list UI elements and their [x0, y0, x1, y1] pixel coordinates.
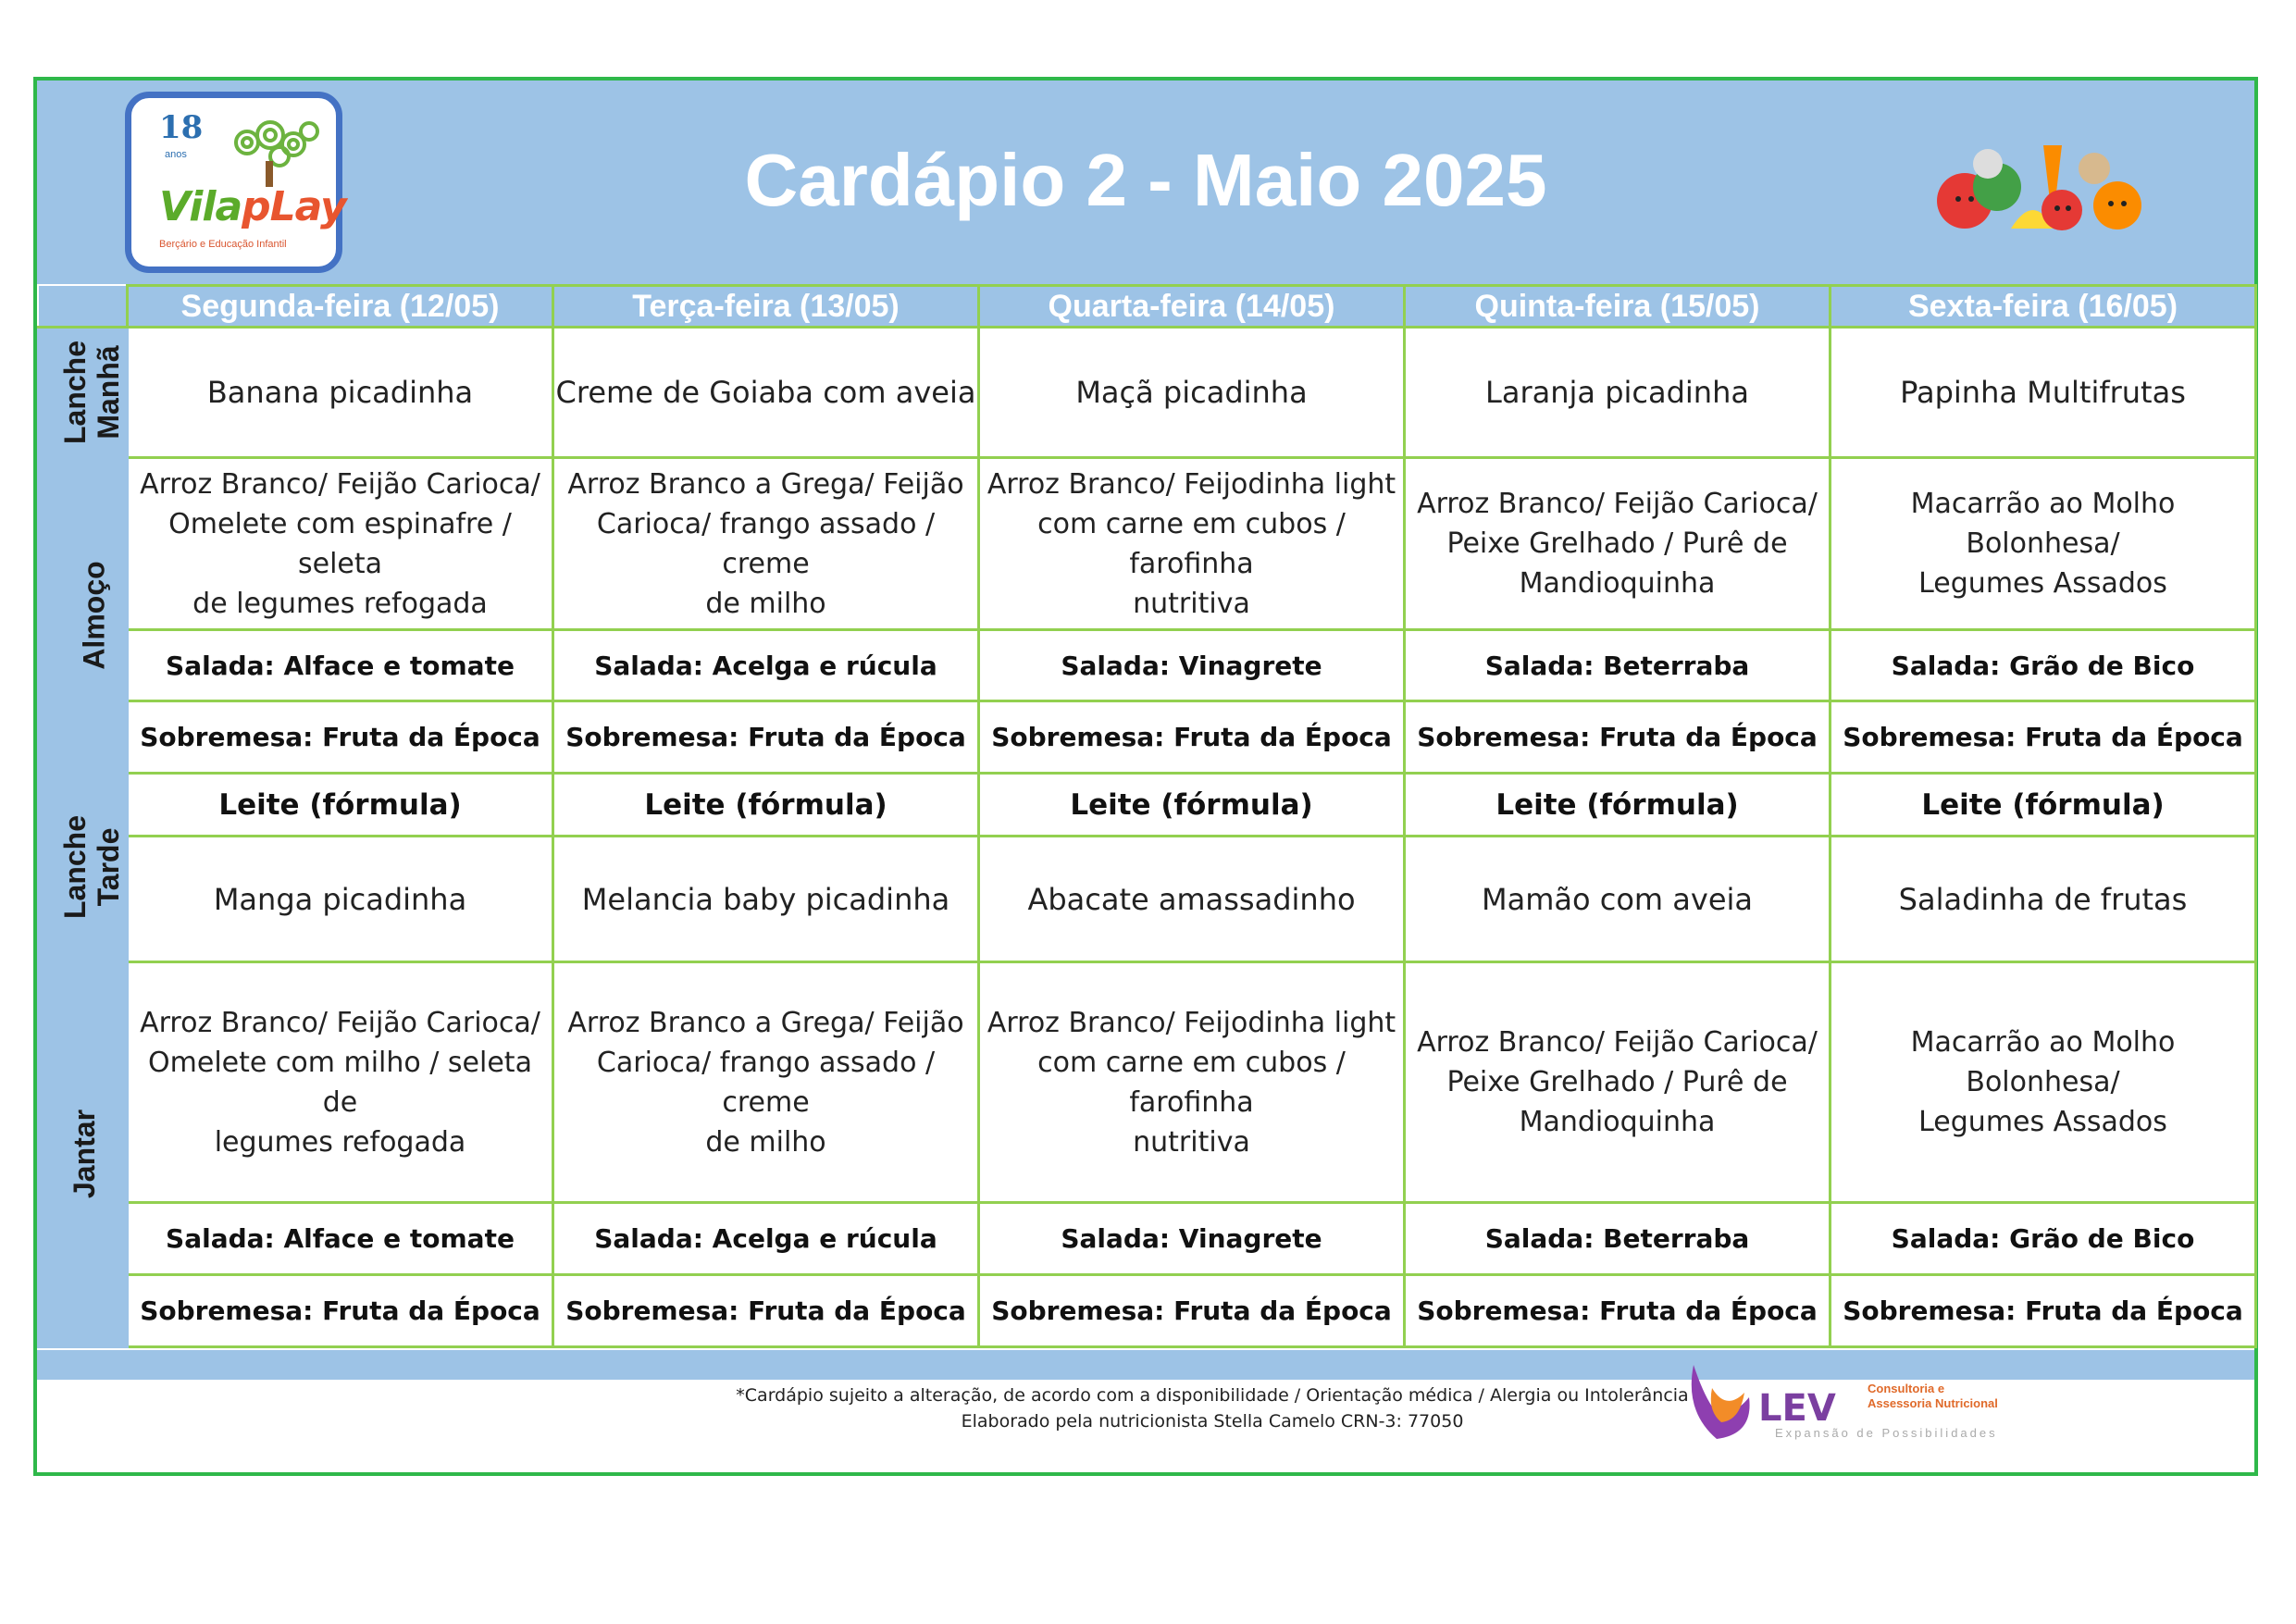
milk-cell: Leite (fórmula) [1831, 774, 2256, 837]
corner-cell [39, 286, 128, 328]
dessert-cell: Sobremesa: Fruta da Época [979, 701, 1405, 774]
meal-label-lanche-tarde [39, 774, 128, 962]
salad-cell: Salada: Alface e tomate [128, 630, 553, 701]
menu-cell: Papinha Multifrutas [1831, 328, 2256, 458]
cell-line: de milho [705, 587, 826, 620]
menu-cell: Banana picadinha [128, 328, 553, 458]
cell-line: Arroz Branco/ Feijão Carioca/ [1417, 1026, 1818, 1059]
menu-cell: Melancia baby picadinha [553, 837, 979, 962]
salad-cell: Salada: Grão de Bico [1831, 630, 2256, 701]
lev-subtitle: Assessoria Nutricional [1868, 1396, 1998, 1410]
menu-cell [979, 962, 1405, 1203]
vegetables-icon [1923, 136, 2164, 247]
menu-cell [553, 458, 979, 630]
salad-cell: Salada: Grão de Bico [1831, 1203, 2256, 1275]
cell-line: Carioca/ frango assado / creme [596, 507, 936, 580]
dessert-cell: Sobremesa: Fruta da Época [1831, 1275, 2256, 1347]
cell-line: de legumes refogada [192, 587, 488, 620]
logo-badge-sub: anos [165, 149, 187, 160]
footer-author: Elaborado pela nutricionista Stella Camelo CRN-3: 77050 [961, 1411, 1464, 1432]
cell-line: Legumes Assados [1918, 1106, 2167, 1138]
dessert-cell: Sobremesa: Fruta da Época [128, 1275, 553, 1347]
milk-cell: Leite (fórmula) [553, 774, 979, 837]
lev-name: LEV [1758, 1387, 1836, 1430]
dessert-cell: Sobremesa: Fruta da Época [553, 1275, 979, 1347]
lanche-manha-row [39, 328, 2256, 458]
menu-cell: Abacate amassadinho [979, 837, 1405, 962]
dessert-cell: Sobremesa: Fruta da Época [979, 1275, 1405, 1347]
salad-cell: Salada: Alface e tomate [128, 1203, 553, 1275]
day-header: Quarta-feira (14/05) [979, 286, 1405, 328]
jantar-row [39, 962, 2256, 1203]
cell-line: Arroz Branco/ Feijodinha light [987, 467, 1396, 501]
menu-cell: Saladinha de frutas [1831, 837, 2256, 962]
salad-cell: Salada: Vinagrete [979, 1203, 1405, 1275]
cell-line: nutritiva [1133, 1125, 1250, 1159]
meal-label-text: Jantar [68, 1109, 102, 1199]
logo-subtitle: Berçário e Educação Infantil [159, 239, 287, 250]
cell-line: Peixe Grelhado / Purê de [1446, 1066, 1788, 1098]
meal-label-jantar [39, 962, 128, 1347]
footer-note: *Cardápio sujeito a alteração, de acordo com a disponibilidade / Orientação médica / Alergia ou Intolerância [736, 1385, 1689, 1406]
sobremesa-almoco-row [39, 701, 2256, 774]
menu-cell [1405, 458, 1831, 630]
logo-name-part1: Vila [159, 183, 242, 230]
cell-line: com carne em cubos / farofinha [1037, 1046, 1346, 1119]
cell-line: nutritiva [1133, 587, 1250, 620]
cell-line: Arroz Branco/ Feijão Carioca/ [140, 1006, 540, 1039]
cell-line: Arroz Branco a Grega/ Feijão [567, 1006, 964, 1039]
day-header: Sexta-feira (16/05) [1831, 286, 2256, 328]
dessert-cell: Sobremesa: Fruta da Época [1831, 701, 2256, 774]
lev-subtitle: Consultoria e [1868, 1382, 1945, 1395]
meal-label-almoco [39, 458, 128, 774]
salada-almoco-row [39, 630, 2256, 701]
menu-cell [979, 458, 1405, 630]
salad-cell: Salada: Beterraba [1405, 630, 1831, 701]
cell-line: Arroz Branco/ Feijão Carioca/ [1417, 488, 1818, 520]
cell-line: Arroz Branco a Grega/ Feijão [567, 467, 964, 501]
salad-cell: Salada: Acelga e rúcula [553, 1203, 979, 1275]
header [37, 81, 2254, 284]
cell-line: Legumes Assados [1918, 567, 2167, 600]
menu-cell: Laranja picadinha [1405, 328, 1831, 458]
salad-cell: Salada: Acelga e rúcula [553, 630, 979, 701]
salada-jantar-row [39, 1203, 2256, 1275]
day-header: Terça-feira (13/05) [553, 286, 979, 328]
cell-line: Arroz Branco/ Feijodinha light [987, 1006, 1396, 1039]
leite-row [39, 774, 2256, 837]
menu-cell: Mamão com aveia [1405, 837, 1831, 962]
dessert-cell: Sobremesa: Fruta da Época [1405, 701, 1831, 774]
cell-line: Carioca/ frango assado / creme [596, 1046, 936, 1119]
milk-cell: Leite (fórmula) [128, 774, 553, 837]
day-header: Quinta-feira (15/05) [1405, 286, 1831, 328]
menu-cell [553, 962, 979, 1203]
meal-label-line: Lanche [58, 340, 93, 444]
cell-line: Omelete com espinafre / seleta [168, 507, 512, 580]
menu-table [37, 284, 2257, 1348]
menu-cell: Creme de Goiaba com aveia [553, 328, 979, 458]
menu-cell [128, 458, 553, 630]
cell-line: Peixe Grelhado / Purê de [1446, 527, 1788, 560]
menu-frame [33, 77, 2258, 1476]
cell-line: legumes refogada [214, 1125, 466, 1159]
salad-cell: Salada: Vinagrete [979, 630, 1405, 701]
dessert-cell: Sobremesa: Fruta da Época [553, 701, 979, 774]
menu-cell: Manga picadinha [128, 837, 553, 962]
cell-line: Mandioquinha [1519, 1106, 1716, 1138]
page-title: Cardápio 2 - Maio 2025 [744, 139, 1547, 221]
logo-name-part2: pLay [242, 183, 346, 230]
menu-cell [128, 962, 553, 1203]
days-row [39, 286, 2256, 328]
almoco-row [39, 458, 2256, 630]
milk-cell: Leite (fórmula) [1405, 774, 1831, 837]
sobremesa-jantar-row [39, 1275, 2256, 1347]
meal-label-line: Tarde [92, 827, 126, 907]
cell-line: Omelete com milho / seleta de [148, 1046, 532, 1119]
lev-tagline: Expansão de Possibilidades [1775, 1426, 1998, 1440]
salad-cell: Salada: Beterraba [1405, 1203, 1831, 1275]
menu-cell [1831, 458, 2256, 630]
cell-line: Arroz Branco/ Feijão Carioca/ [140, 467, 540, 501]
dessert-cell: Sobremesa: Fruta da Época [128, 701, 553, 774]
menu-cell [1405, 962, 1831, 1203]
logo-badge: 18 [159, 109, 204, 146]
meal-label-line: Manhã [92, 344, 126, 440]
lev-flame-icon [1684, 1356, 1758, 1448]
cell-line: de milho [705, 1125, 826, 1159]
cell-line: Macarrão ao Molho Bolonhesa/ [1910, 1026, 2176, 1098]
cell-line: Mandioquinha [1519, 567, 1716, 600]
dessert-cell: Sobremesa: Fruta da Época [1405, 1275, 1831, 1347]
meal-label-lanche-manha [39, 328, 128, 458]
meal-label-text: Almoço [77, 560, 111, 670]
menu-cell: Maçã picadinha [979, 328, 1405, 458]
day-header: Segunda-feira (12/05) [128, 286, 553, 328]
milk-cell: Leite (fórmula) [979, 774, 1405, 837]
cell-line: Macarrão ao Molho Bolonhesa/ [1910, 488, 2176, 560]
lanche-tarde-row [39, 837, 2256, 962]
menu-cell [1831, 962, 2256, 1203]
cell-line: com carne em cubos / farofinha [1037, 507, 1346, 580]
meal-label-line: Lanche [58, 814, 93, 920]
bottom-strip [37, 1350, 2254, 1380]
